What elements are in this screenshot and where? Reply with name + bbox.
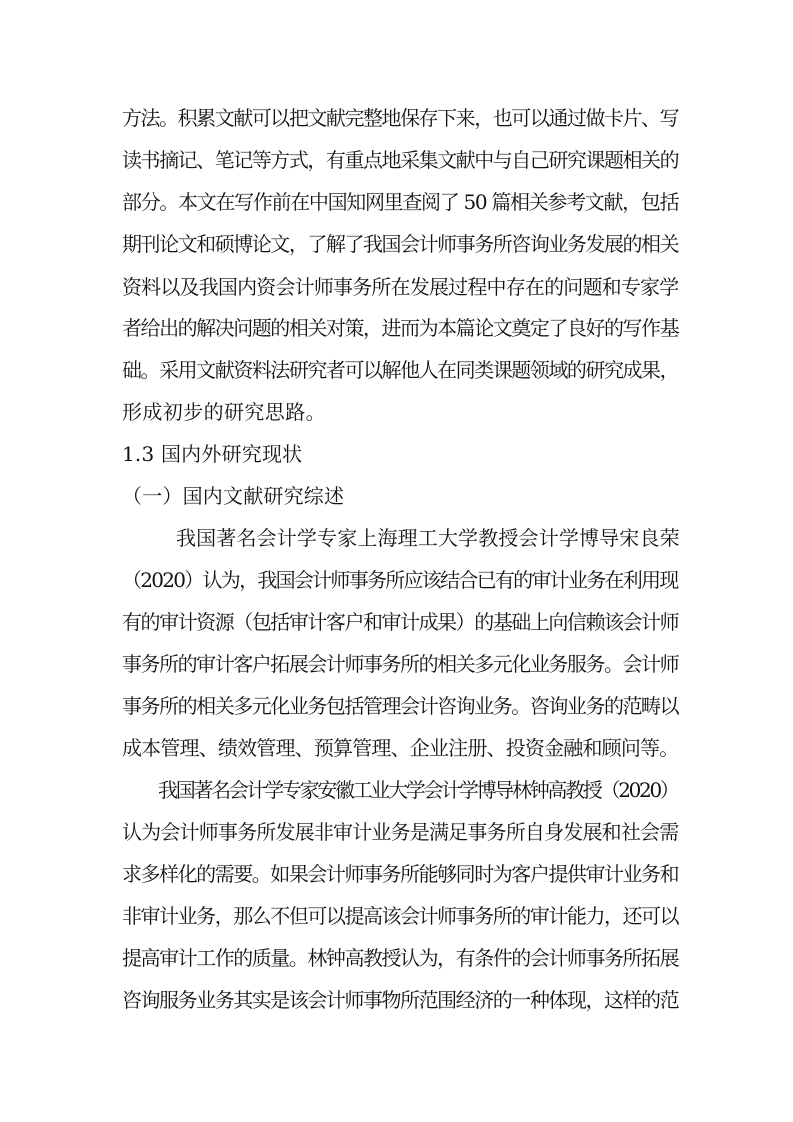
paragraph-line: 形成初步的研究思路。 bbox=[122, 400, 326, 424]
paragraph-line: 我国著名会计学专家安徽工业大学会计学博导林钟高教授（2020） bbox=[158, 778, 678, 802]
paragraph-line: 者给出的解决问题的相关对策，进而为本篇论文奠定了良好的写作基 bbox=[122, 316, 679, 340]
paragraph-line: 有的审计资源（包括审计客户和审计成果）的基础上向信赖该会计师 bbox=[122, 610, 679, 634]
paragraph-line: 求多样化的需要。如果会计师事务所能够同时为客户提供审计业务和 bbox=[122, 862, 679, 886]
paragraph-line: 期刊论文和硕博论文，了解了我国会计师事务所咨询业务发展的相关 bbox=[122, 232, 679, 256]
paragraph-line: 方法。积累文献可以把文献完整地保存下来，也可以通过做卡片、写 bbox=[122, 106, 679, 130]
paragraph-line: 读书摘记、笔记等方式，有重点地采集文献中与自己研究课题相关的 bbox=[122, 148, 679, 172]
paragraph-line: 资料以及我国内资会计师事务所在发展过程中存在的问题和专家学 bbox=[122, 275, 679, 299]
paragraph-line: 非审计业务，那么不但可以提高该会计师事务所的审计能力，还可以 bbox=[122, 904, 679, 928]
paragraph-line: 部分。本文在写作前在中国知网里查阅了 50 篇相关参考文献，包括 bbox=[122, 190, 679, 214]
subsection-heading: （一）国内文献研究综述 bbox=[122, 484, 345, 508]
paragraph-line: 础。采用文献资料法研究者可以解他人在同类课题领域的研究成果， bbox=[122, 358, 679, 382]
paragraph-line: 事务所的相关多元化业务包括管理会计咨询业务。咨询业务的范畴以 bbox=[122, 694, 679, 718]
paragraph-line: 事务所的审计客户拓展会计师事务所的相关多元化业务服务。会计师 bbox=[122, 652, 679, 676]
paragraph-line: 咨询服务业务其实是该会计师事物所范围经济的一种体现，这样的范 bbox=[122, 988, 679, 1012]
paragraph-line: 成本管理、绩效管理、预算管理、企业注册、投资金融和顾问等。 bbox=[122, 736, 679, 760]
paragraph-line: 提高审计工作的质量。林钟高教授认为，有条件的会计师事务所拓展 bbox=[122, 946, 679, 970]
paragraph-line: （2020）认为，我国会计师事务所应该结合已有的审计业务在利用现 bbox=[122, 568, 678, 592]
paragraph-line: 我国著名会计学专家上海理工大学教授会计学博导宋良荣 bbox=[176, 526, 680, 550]
paragraph-line: 认为会计师事务所发展非审计业务是满足事务所自身发展和社会需 bbox=[122, 820, 679, 844]
section-heading: 1.3 国内外研究现状 bbox=[122, 442, 303, 466]
